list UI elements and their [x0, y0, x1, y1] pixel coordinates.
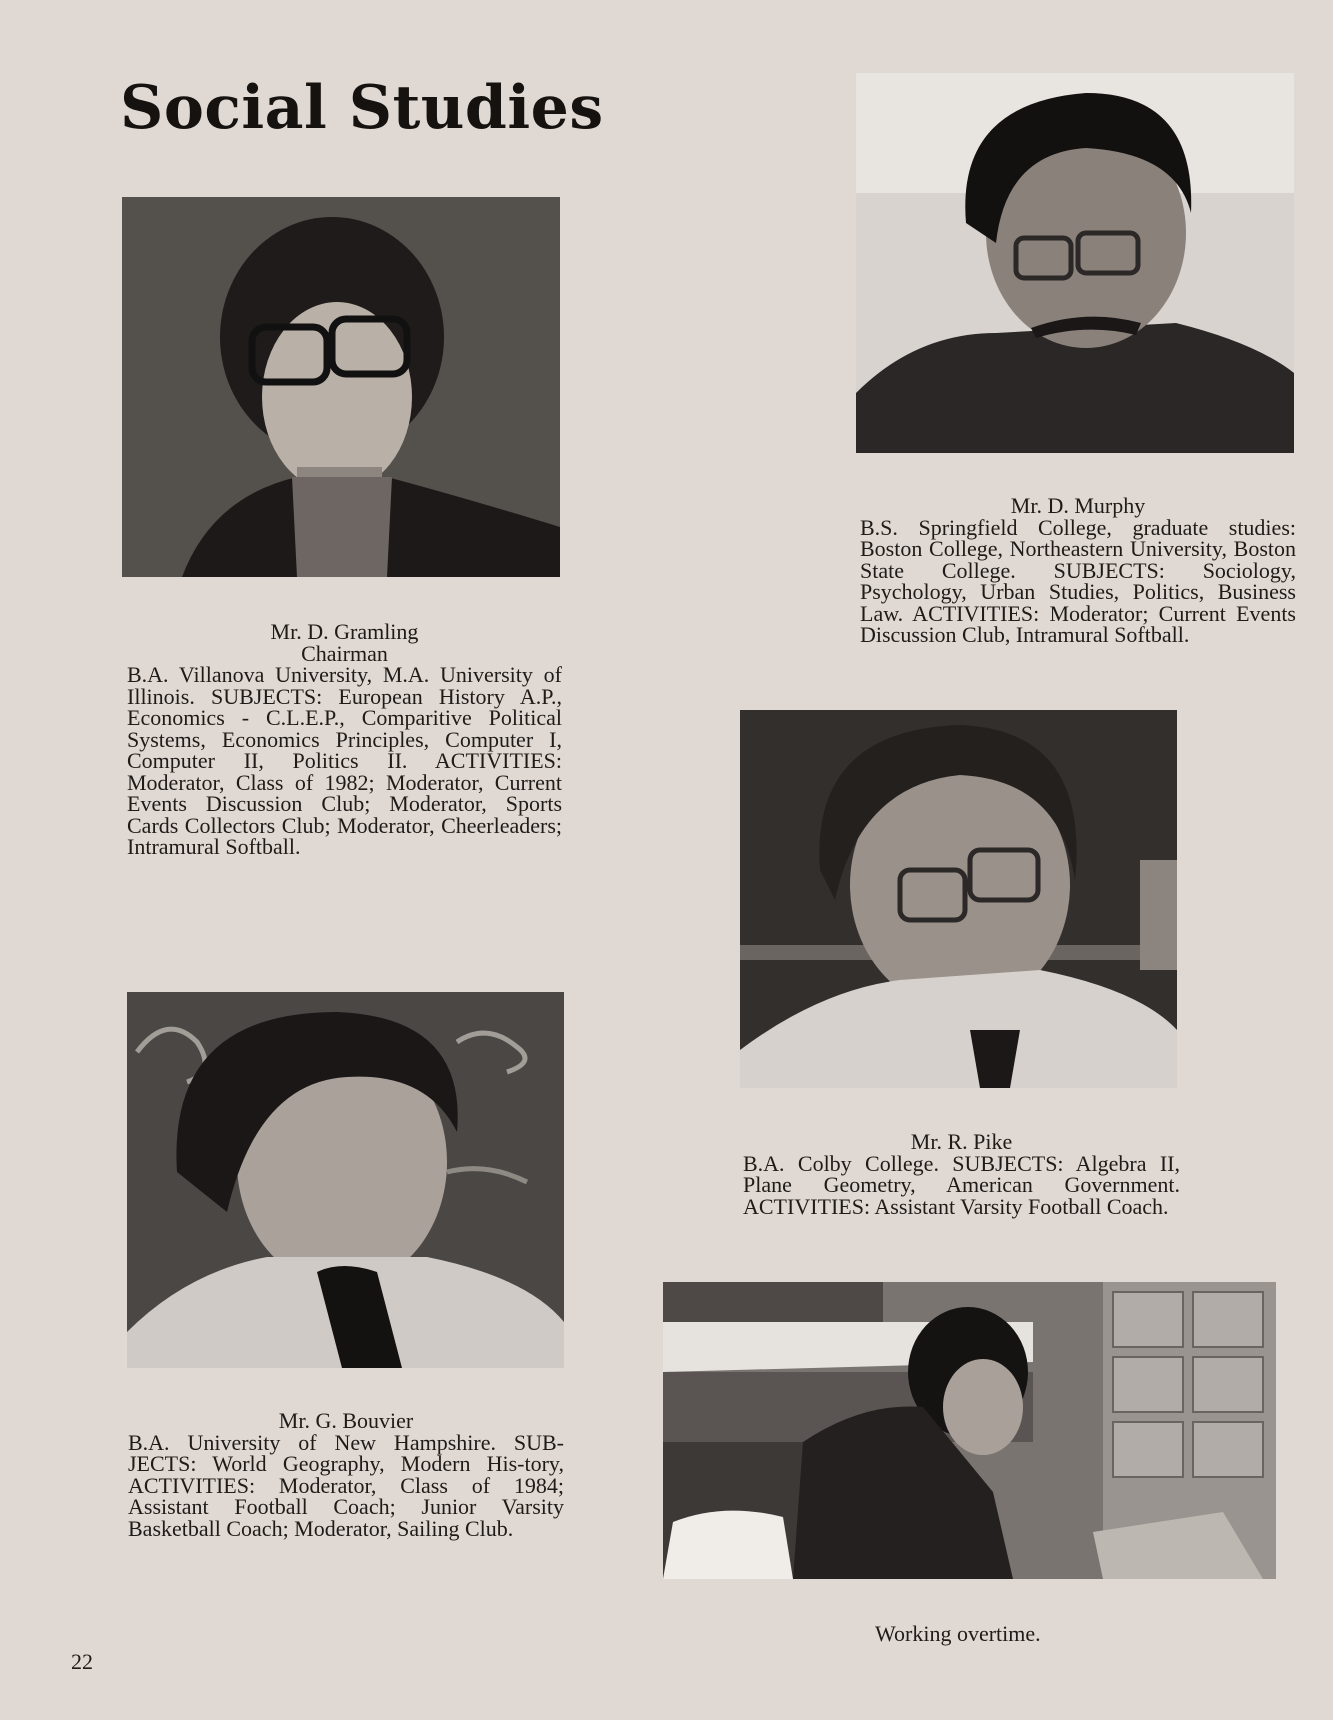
caption-bouvier [128, 1410, 564, 1539]
teacher-role: Chairman [301, 640, 388, 666]
candid-photo-working [663, 1282, 1276, 1579]
candid-photo-caption: Working overtime. [875, 1621, 1041, 1646]
teacher-bio: B.A. Villanova University, M.A. University of Illinois. SUBJECTS: European History A.P., Economics - C.L.E.P., Comparitive Political Systems, Economics Principles, Computer I, Computer II, Politics II. ACTIVITIES: Moderator, Class of 1982; Moderator, Current Events Discussion Club; Moderator, Sports Cards Collectors Club; Moderator, Cheerleaders; Intramural Softball. [127, 662, 562, 859]
teacher-name: Mr. D. Murphy [1010, 493, 1146, 518]
teacher-bio: B.S. Springfield College, graduate studies: Boston College, Northeastern University, Boston State College. SUBJECTS: Sociology, Psychology, Urban Studies, Politics, Business Law. ACTIVITIES: Moderator; Current Events Discussion Club, Intramural Softball. [860, 514, 1296, 647]
teacher-name: Mr. R. Pike [910, 1129, 1013, 1154]
portrait-photo-bouvier [127, 992, 564, 1368]
caption-gramling [127, 621, 562, 858]
portrait-photo-gramling [122, 197, 560, 577]
page-number: 22 [71, 1649, 93, 1674]
caption-murphy [860, 495, 1296, 646]
caption-pike [743, 1131, 1180, 1217]
teacher-name: Mr. G. Bouvier [278, 1408, 414, 1433]
teacher-bio: B.A. University of New Hampshire. SUB-JECTS: World Geography, Modern His-tory, ACTIVITIES: Moderator, Class of 1984; Assistant Football Coach; Junior Varsity Basketball Coach; Moderator, Sailing Club. [128, 1429, 564, 1541]
page-title: Social Studies [120, 73, 604, 143]
teacher-name: Mr. D. Gramling [270, 619, 419, 644]
portrait-photo-murphy [856, 73, 1294, 453]
teacher-bio: B.A. Colby College. SUBJECTS: Algebra II, Plane Geometry, American Government. ACTIVITIES: Assistant Varsity Football Coach. [743, 1150, 1180, 1219]
portrait-photo-pike [740, 710, 1177, 1088]
